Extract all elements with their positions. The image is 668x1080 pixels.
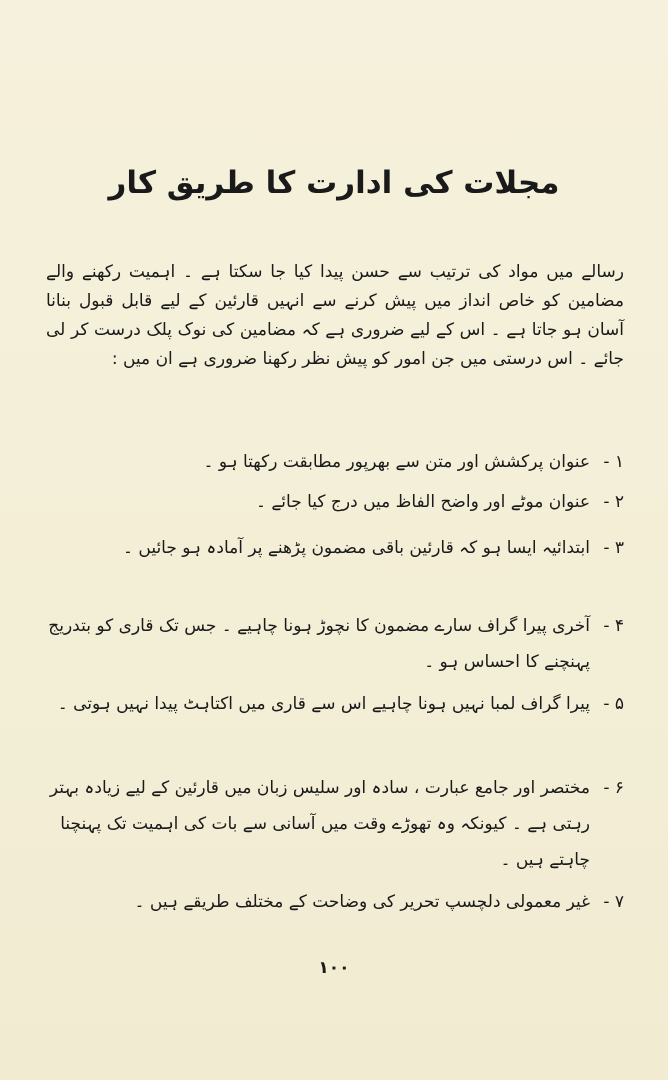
list-item xyxy=(46,484,624,520)
list-item xyxy=(46,686,624,722)
page-number: ۱۰۰ xyxy=(318,958,350,978)
list-item-text: ابتدائیہ ایسا ہو کہ قارئین باقی مضمون پڑھنے پر آمادہ ہو جائیں ۔ xyxy=(123,538,590,558)
list-item-text: عنوان پرکشش اور متن سے بھرپور مطابقت رکھتا ہو ۔ xyxy=(203,452,590,472)
list-item-text: غیر معمولی دلچسپ تحریر کی وضاحت کے مختلف طریقے ہیں ۔ xyxy=(134,892,590,912)
list-item-number: ۷ - xyxy=(603,892,624,912)
list-item-text: آخری پیرا گراف سارے مضمون کا نچوڑ ہونا چاہیے ۔ جس تک قاری کو بتدریج پہنچنے کا احساس ہو ۔ xyxy=(48,616,590,672)
page-title: مجلات کی ادارت کا طریق کار xyxy=(108,165,560,201)
list-item-number: ۲ - xyxy=(603,492,624,512)
list-item-number: ۳ - xyxy=(603,538,624,558)
list-item-number: ۱ - xyxy=(603,452,624,472)
list-item-number: ۵ - xyxy=(603,694,624,714)
list-item xyxy=(46,530,624,566)
list-item xyxy=(46,608,624,680)
list-item-number: ۴ - xyxy=(603,616,624,636)
list-item xyxy=(46,884,624,920)
list-item-text: مختصر اور جامع عبارت ، سادہ اور سلیس زبان میں قارئین کے لیے زیادہ بہتر رہتی ہے ۔ کیونکہ وہ تھوڑے وقت میں آسانی سے بات کی اہمیت تک پہنچنا چاہتے ہیں ۔ xyxy=(49,778,590,870)
intro-paragraph: رسالے میں مواد کی ترتیب سے حسن پیدا کیا جا سکتا ہے ۔ اہمیت رکھنے والے مضامین کو خاص انداز میں پیش کرنے سے انہیں قارئین کے لیے قابل قبول بنانا آسان ہو جاتا ہے ۔ اس کے لیے ضروری ہے کہ مضامین کی نوک پلک درست کر لی جائے ۔ اس درستی میں جن امور کو پیش نظر رکھنا ضروری ہے ان میں : xyxy=(46,262,624,369)
list-item xyxy=(46,770,624,878)
list-item-number: ۶ - xyxy=(603,778,624,798)
list-item xyxy=(46,444,624,480)
list-item-text: عنوان موٹے اور واضح الفاظ میں درج کیا جائے ۔ xyxy=(255,492,590,512)
list-item-text: پیرا گراف لمبا نہیں ہونا چاہیے اس سے قاری میں اکتاہٹ پیدا نہیں ہوتی ۔ xyxy=(57,694,590,714)
